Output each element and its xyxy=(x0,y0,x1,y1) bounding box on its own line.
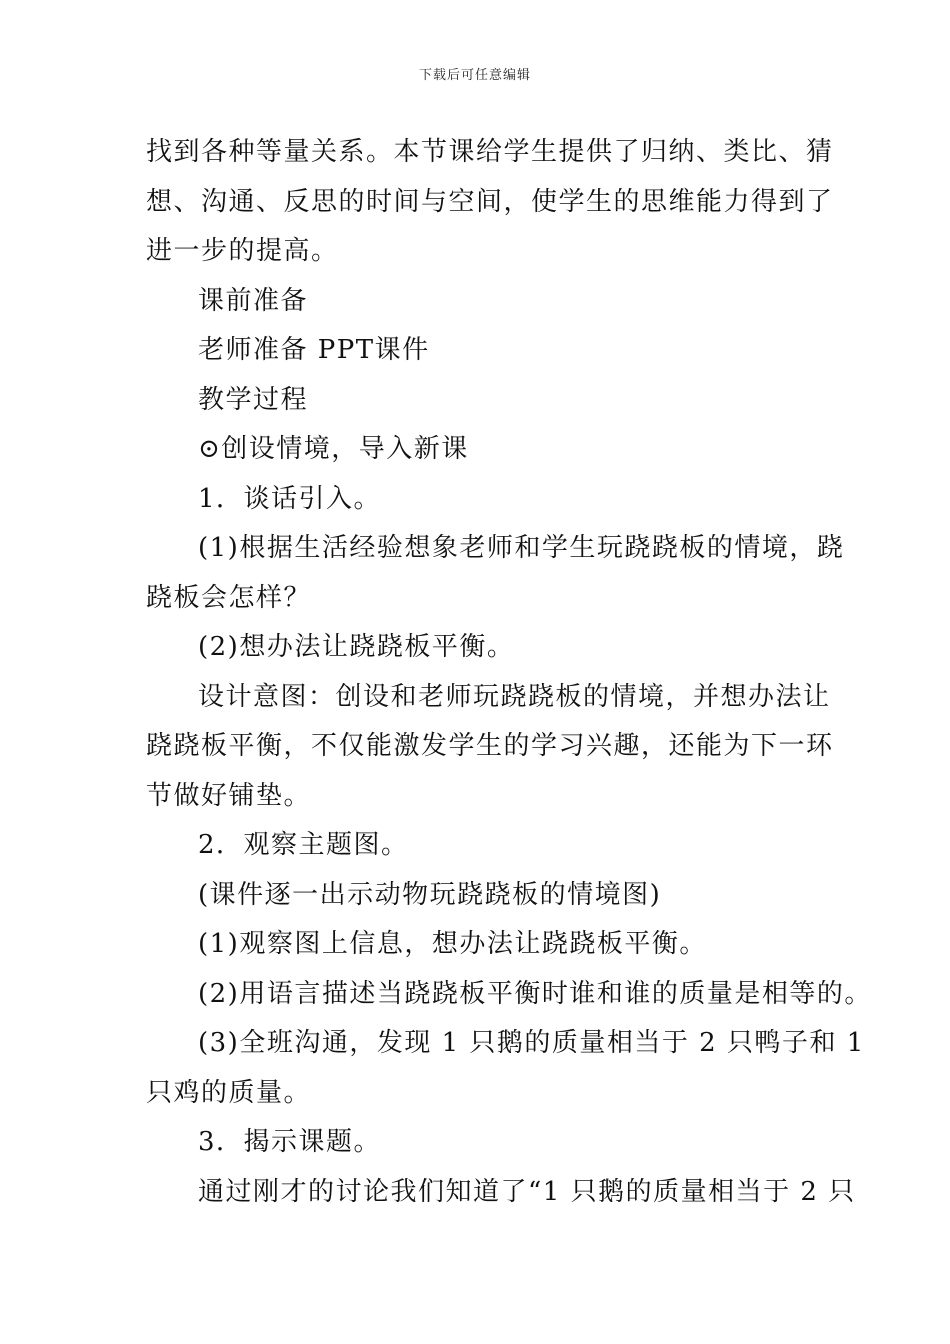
text-line: 找到各种等量关系。本节课给学生提供了归纳、类比、猜 xyxy=(146,137,834,167)
text-line: 通过刚才的讨论我们知道了“1 只鹅的质量相当于 2 只 xyxy=(198,1176,856,1207)
text-line: 3．揭示课题。 xyxy=(198,1127,382,1157)
page-header: 下载后可任意编辑 xyxy=(418,68,531,83)
section-heading: 课前准备 xyxy=(198,285,309,316)
text-line: 只鸡的质量。 xyxy=(146,1077,312,1108)
text-line: 跷板会怎样？ xyxy=(146,582,312,613)
text-line: (1)根据生活经验想象老师和学生玩跷跷板的情境，跷 xyxy=(198,533,845,563)
document-body xyxy=(146,128,872,1217)
text-line: 设计意图：创设和老师玩跷跷板的情境，并想办法让 xyxy=(198,681,831,712)
text-line: 1．谈话引入。 xyxy=(198,483,382,514)
text-line: 进一步的提高。 xyxy=(146,236,339,266)
text-line: 想、沟通、反思的时间与空间，使学生的思维能力得到了 xyxy=(146,186,834,217)
text-line: 2．观察主题图。 xyxy=(198,830,409,860)
text-line: (课件逐一出示动物玩跷跷板的情境图) xyxy=(198,879,662,910)
text-line: (2)想办法让跷跷板平衡。 xyxy=(198,632,515,662)
section-heading: ⊙创设情境，导入新课 xyxy=(198,434,469,464)
text-line: (3)全班沟通，发现 1 只鹅的质量相当于 2 只鸭子和 1 xyxy=(198,1028,865,1058)
text-line: 跷跷板平衡，不仅能激发学生的学习兴趣，还能为下一环 xyxy=(146,731,834,761)
text-line: (1)观察图上信息，想办法让跷跷板平衡。 xyxy=(198,929,707,959)
text-line: 节做好铺垫。 xyxy=(146,780,312,811)
text-line: 老师准备 PPT课件 xyxy=(198,335,430,365)
text-line: (2)用语言描述当跷跷板平衡时谁和谁的质量是相等的。 xyxy=(198,978,872,1009)
section-heading: 教学过程 xyxy=(198,384,309,415)
